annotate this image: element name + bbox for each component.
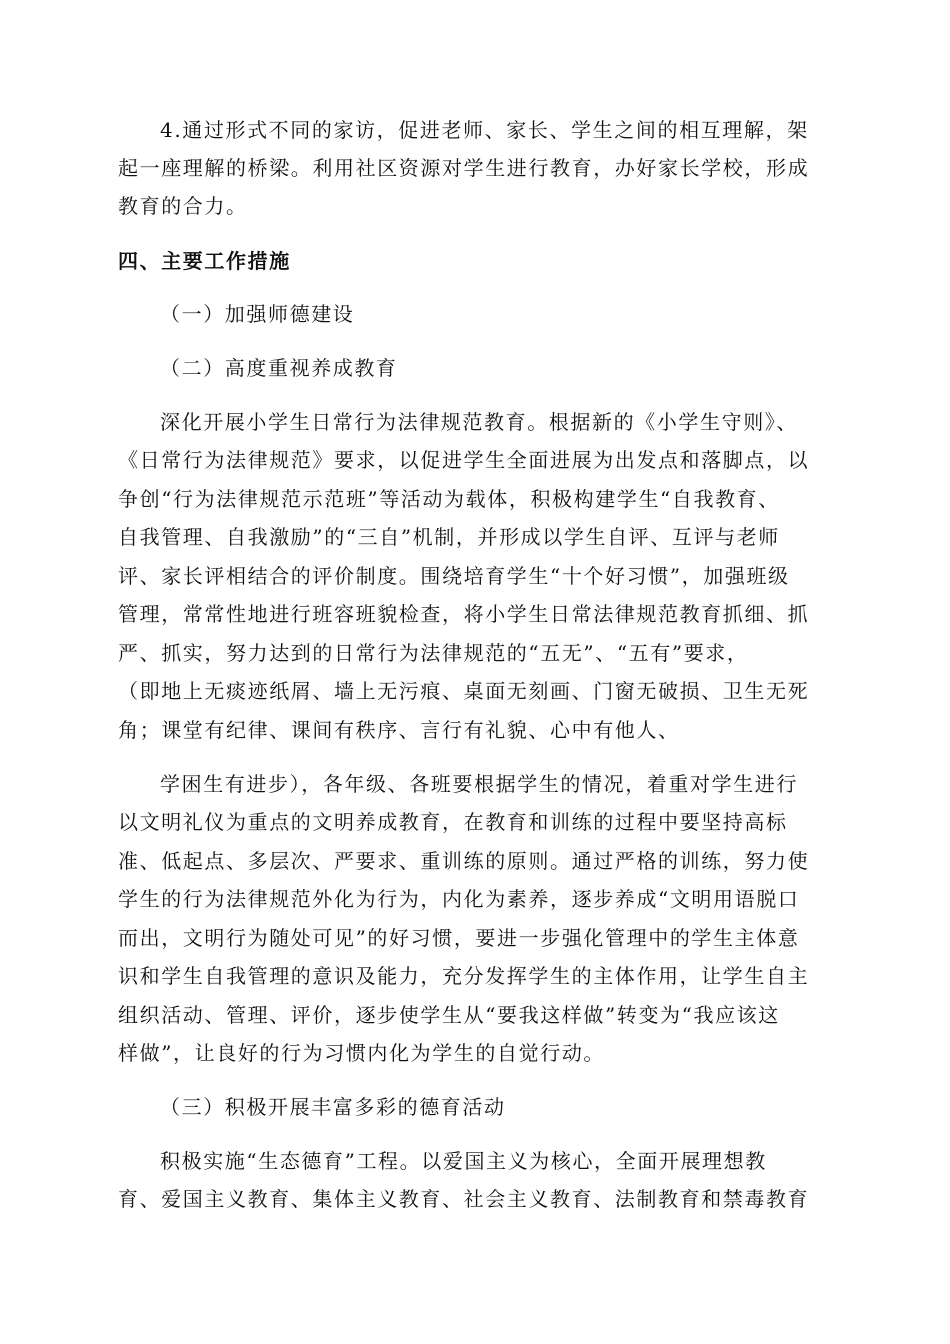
para1-line-1: 4.通过形式不同的家访，促进老师、家长、学生之间的相互理解，架 — [160, 118, 809, 142]
para2-line-9: 角；课堂有纪律、课间有秩序、言行有礼貌、心中有他人、 — [118, 718, 680, 742]
section-heading: 四、主要工作措施 — [118, 249, 291, 273]
para3-line-2: 以文明礼仪为重点的文明养成教育，在教育和训练的过程中要坚持高标 — [118, 810, 788, 834]
para2-line-1: 深化开展小学生日常行为法律规范教育。根据新的《小学生守则》、 — [160, 410, 798, 434]
subheading-1: （一）加强师德建设 — [160, 302, 355, 326]
para4-line-2: 育、爱国主义教育、集体主义教育、社会主义教育、法制教育和禁毒教育 — [118, 1187, 810, 1211]
para3-line-1: 学困生有进步），各年级、各班要根据学生的情况，着重对学生进行 — [160, 772, 798, 796]
para2-line-4: 自我管理、自我激励”的“三自”机制，并形成以学生自评、互评与老师 — [118, 525, 780, 549]
para3-line-5: 而出，文明行为随处可见”的好习惯，要进一步强化管理中的学生主体意 — [118, 926, 800, 950]
para1-line-2: 起一座理解的桥梁。利用社区资源对学生进行教育，办好家长学校，形成 — [118, 156, 810, 180]
para3-line-6: 识和学生自我管理的意识及能力，充分发挥学生的主体作用，让学生自主 — [118, 964, 810, 988]
subheading-2: （二）高度重视养成教育 — [160, 356, 398, 380]
para2-line-6: 管理，常常性地进行班容班貌检查，将小学生日常法律规范教育抓细、抓 — [118, 602, 810, 626]
para4-line-1: 积极实施“生态德育”工程。以爱国主义为核心，全面开展理想教 — [160, 1149, 767, 1173]
para2-line-5: 评、家长评相结合的评价制度。围绕培育学生“十个好习惯”，加强班级 — [118, 564, 790, 588]
para2-line-7: 严、抓实，努力达到的日常行为法律规范的“五无”、“五有”要求， — [118, 641, 749, 665]
para2-line-8: （即地上无痰迹纸屑、墙上无污痕、桌面无刻画、门窗无破损、卫生无死 — [118, 679, 810, 703]
para3-line-7: 组织活动、管理、评价，逐步使学生从“要我这样做”转变为“我应该这 — [118, 1003, 780, 1027]
subheading-3: （三）积极开展丰富多彩的德育活动 — [160, 1095, 506, 1119]
para3-line-3: 准、低起点、多层次、严要求、重训练的原则。通过严格的训练，努力使 — [118, 849, 810, 873]
para2-line-3: 争创“行为法律规范示范班”等活动为载体，积极构建学生“自我教育、 — [118, 487, 780, 511]
para3-line-8: 样做”，让良好的行为习惯内化为学生的自觉行动。 — [118, 1041, 606, 1065]
para2-line-2: 《日常行为法律规范》要求，以促进学生全面进展为出发点和落脚点，以 — [118, 448, 810, 472]
para3-line-4: 学生的行为法律规范外化为行为，内化为素养，逐步养成“文明用语脱口 — [118, 887, 800, 911]
para1-line-3: 教育的合力。 — [118, 194, 248, 218]
